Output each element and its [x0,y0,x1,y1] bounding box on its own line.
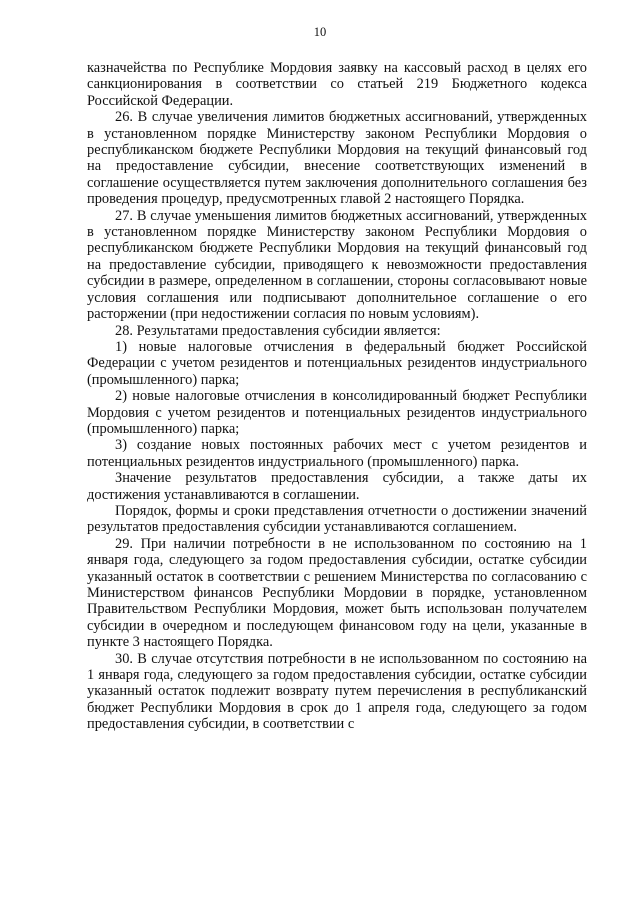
paragraph-results-values: Значение результатов предоставления субсидии, а также даты их достижения устанавливаются в соглашении. [87,470,587,503]
paragraph-29: 29. При наличии потребности в не использованном по состоянию на 1 января года, следующего за годом предоставления субсидии, остатке субсидии указанный остаток в соответствии с решением Министерства по согласованию с Министерством финансов Республики Мордовии в порядке, установленном Правительством Республики Мордовия, может быть использован получателем субсидии в очередном и последующем финансовом году на цели, указанные в пункте 3 настоящего Порядка. [87,535,587,651]
paragraph-28: 28. Результатами предоставления субсидии является: [115,322,441,339]
paragraph-26: 26. В случае увеличения лимитов бюджетных ассигнований, утвержденных в установленном порядке Министерству законом Республики Мордовия о республиканском бюджете Республики Мордовия на текущий финансовый год на предоставление субсидии, внесение соответствующих изменений в соглашение осуществляется путем заключения дополнительного соглашения без проведения процедур, предусмотренных главой 2 настоящего Порядка. [87,109,587,208]
paragraph-30: 30. В случае отсутствия потребности в не использованном по состоянию на 1 января года, следующего за годом предоставления субсидии, остатке субсидии указанный остаток подлежит возврату путем перечисления в республиканский бюджет Республики Мордовия в срок до 1 апреля года, следующего за годом предоставления субсидии, в соответствии с [87,650,587,733]
paragraph-reporting: Порядок, формы и сроки представления отчетности о достижении значений результатов предоставления субсидии устанавливаются соглашением. [87,502,587,536]
list-item-2: 2) новые налоговые отчисления в консолидированный бюджет Республики Мордовия с учетом резидентов и потенциальных резидентов индустриального (промышленного) парка; [87,388,587,437]
page-number: 10 [313,25,327,39]
paragraph-continuation: казначейства по Республике Мордовия заявку на кассовый расход в целях его санкционирования в соответствии со статьей 219 Бюджетного кодекса Российской Федерации. [87,60,587,109]
list-item-1: 1) новые налоговые отчисления в федеральный бюджет Российской Федерации с учетом резидентов и потенциальных резидентов индустриального (промышленного) парка; [87,338,587,388]
paragraph-27: 27. В случае уменьшения лимитов бюджетных ассигнований, утвержденных в установленном порядке Министерству законом Республики Мордовия о республиканском бюджете Республики Мордовия на текущий финансовый год на предоставление субсидии, приводящего к невозможности предоставления субсидии в размере, определенном в соглашении, стороны согласовывают новые условия соглашения или подписывают дополнительное соглашение о его расторжении (при недостижении согласия по новым условиям). [87,207,587,323]
list-item-3: 3) создание новых постоянных рабочих мест с учетом резидентов и потенциальных резидентов индустриального (промышленного) парка. [87,437,587,470]
document-body [87,60,587,733]
